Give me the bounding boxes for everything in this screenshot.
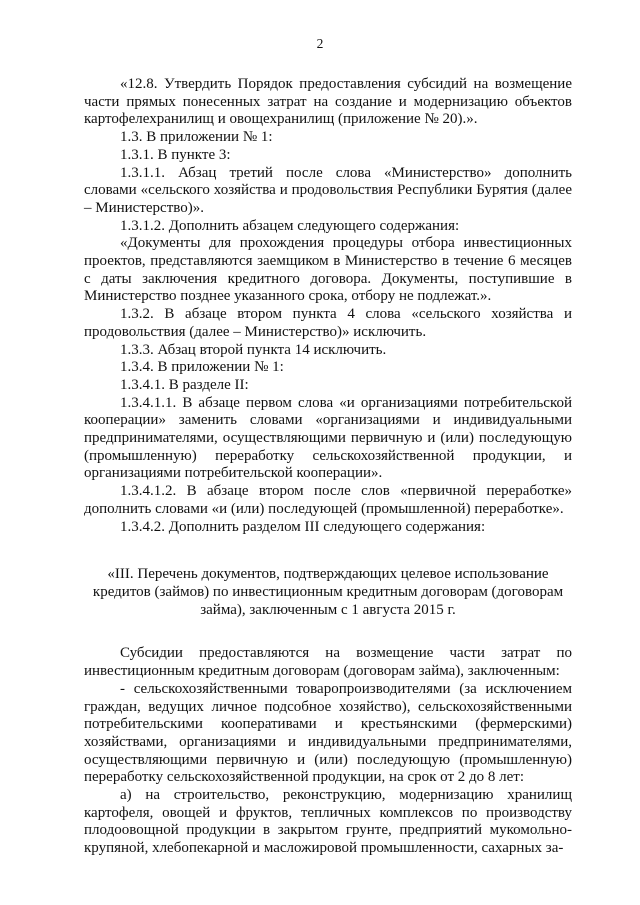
document-body	[84, 76, 572, 858]
paragraph: Субсидии предоставляются на возмещение части затрат по инвестиционным кредитным договорам (договорам займа), заключенным:	[84, 645, 572, 680]
paragraph: 1.3. В приложении № 1:	[120, 129, 273, 146]
paragraph: 1.3.4. В приложении № 1:	[120, 359, 284, 376]
page-number: 2	[316, 36, 324, 51]
paragraph: 1.3.1.2. Дополнить абзацем следующего содержания:	[120, 217, 460, 234]
paragraph: 1.3.4.1.2. В абзаце втором после слов «первичной переработке» дополнить словами «и (или) последующей (промышленной) переработке».	[84, 483, 572, 517]
paragraph: 1.3.4.2. Дополнить разделом III следующего содержания:	[120, 518, 486, 535]
paragraph: «Документы для прохождения процедуры отбора инвестиционных проектов, представляются заемщиком в Министерство в течение 6 месяцев с даты заключения кредитного договора. Документы, поступившие в Министерство позднее указанного срока, отбору не подлежат.».	[84, 235, 572, 305]
paragraph: - сельскохозяйственными товаропроизводителями (за исключением граждан, ведущих личное подсобное хозяйство), сельскохозяйственными потребительскими кооперативами и крестьянскими (фермерскими) хозяйствами, организациями и индивидуальными предпринимателями, осуществляющими первичную и (или) последующую (промышленную) переработку сельскохозяйственной продукции, на срок от 2 до 8 лет:	[84, 680, 572, 786]
paragraph: 1.3.1. В пункте 3:	[120, 146, 231, 163]
section-heading: «III. Перечень документов, подтверждающих целевое использование кредитов (займов) по инвестиционным кредитным договорам (договорам займа), заключенным с 1 августа 2015 г.	[92, 566, 564, 618]
paragraph: а) на строительство, реконструкцию, модернизацию хранилищ картофеля, овощей и фруктов, тепличных комплексов по производству плодоовощной продукции в закрытом грунте, предприятий мукомольно-крупяной, хлебопекарной и масложировой промышленности, сахарных за-	[84, 787, 572, 857]
paragraph: 1.3.2. В абзаце втором пункта 4 слова «сельского хозяйства и продовольствия (далее – Министерство)» исключить.	[84, 306, 572, 340]
paragraph: 1.3.4.1.1. В абзаце первом слова «и организациями потребительской кооперации» заменить словами «организациями и индивидуальными предпринимателями, осуществляющими первичную и (или) последующую (промышленную) переработку сельскохозяйственной продукции, и организациями потребительской кооперации».	[84, 394, 572, 482]
paragraph: 1.3.4.1. В разделе II:	[120, 376, 249, 393]
paragraph: 1.3.3. Абзац второй пункта 14 исключить.	[120, 341, 387, 358]
paragraph: 1.3.1.1. Абзац третий после слова «Министерство» дополнить словами «сельского хозяйства и продовольствия Республики Бурятия (далее – Министерство)».	[84, 164, 572, 216]
paragraph: «12.8. Утвердить Порядок предоставления субсидий на возмещение части прямых понесенных затрат на создание и модернизацию объектов картофелехранилищ и овощехранилищ (приложение № 20).».	[84, 76, 572, 128]
